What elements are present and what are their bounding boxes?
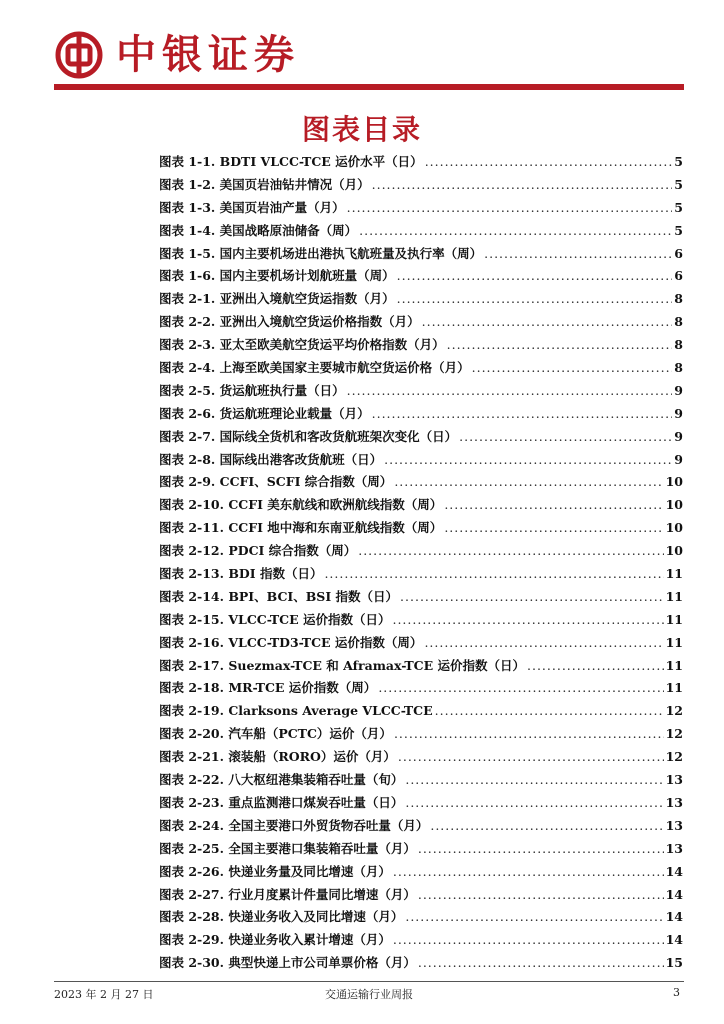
toc-item[interactable] (159, 656, 683, 679)
toc-item-page: 9 (674, 428, 683, 444)
toc-leader-dots (393, 864, 664, 879)
toc-item-page: 13 (665, 772, 683, 788)
toc-item-page: 11 (665, 566, 683, 582)
toc-item[interactable] (159, 381, 683, 404)
toc-leader-dots (359, 223, 672, 238)
toc-leader-dots (447, 337, 673, 352)
toc-leader-dots (358, 543, 663, 558)
brand-name: 中银证券 (116, 31, 300, 78)
toc-item[interactable] (159, 175, 683, 198)
toc-item-page: 6 (674, 245, 683, 261)
toc-item[interactable] (159, 152, 683, 175)
toc-item-page: 11 (665, 588, 683, 604)
toc-leader-dots (394, 474, 663, 489)
toc-leader-dots (393, 932, 664, 947)
toc-item[interactable] (159, 930, 683, 953)
toc-item-label: 图表 2-15. VLCC-TCE 运价指数（日） (159, 611, 391, 627)
toc-item[interactable] (159, 747, 683, 770)
toc-item-page: 11 (665, 634, 683, 650)
toc-item[interactable] (159, 633, 683, 656)
toc-leader-dots (424, 635, 663, 650)
toc-item-label: 图表 2-4. 上海至欧美国家主要城市航空货运价格（月） (159, 360, 470, 376)
toc-item-page: 14 (665, 932, 683, 948)
toc-item[interactable] (159, 953, 683, 976)
toc-leader-dots (405, 795, 663, 810)
toc-item-label: 图表 2-12. PDCI 综合指数（周） (159, 543, 357, 559)
toc-leader-dots (418, 955, 664, 970)
bank-of-china-logo-icon (54, 30, 104, 80)
report-date: 2023 年 2 月 27 日 (54, 988, 154, 1001)
toc-item[interactable] (159, 564, 683, 587)
toc-item-page: 10 (665, 520, 683, 536)
toc-item-label: 图表 2-5. 货运航班执行量（日） (159, 382, 345, 398)
toc-item-label: 图表 2-26. 快递业务量及同比增速（月） (159, 863, 391, 879)
toc-leader-dots (400, 589, 664, 604)
toc-item-label: 图表 1-3. 美国页岩油产量（月） (159, 199, 345, 215)
toc-item-page: 8 (674, 291, 683, 307)
toc-item[interactable] (159, 770, 683, 793)
toc-item-page: 9 (674, 451, 683, 467)
toc-item-label: 图表 2-6. 货运航班理论业载量（月） (159, 405, 370, 421)
toc-item[interactable] (159, 404, 683, 427)
toc-item-page: 14 (665, 909, 683, 925)
toc-leader-dots (405, 909, 663, 924)
toc-item[interactable] (159, 610, 683, 633)
toc-leader-dots (378, 680, 663, 695)
toc-item[interactable] (159, 427, 683, 450)
toc-item-page: 11 (665, 680, 683, 696)
toc-item-label: 图表 2-20. 汽车船（PCTC）运价（月） (159, 726, 392, 742)
toc-item-label: 图表 2-11. CCFI 地中海和东南亚航线指数（周） (159, 520, 443, 536)
toc-item-label: 图表 2-28. 快递业务收入及同比增速（月） (159, 909, 404, 925)
toc-item-label: 图表 2-23. 重点监测港口煤炭吞吐量（日） (159, 794, 404, 810)
toc-item-label: 图表 1-1. BDTI VLCC-TCE 运价水平（日） (159, 154, 423, 169)
toc-item-page: 14 (665, 886, 683, 902)
toc-item[interactable] (159, 335, 683, 358)
page-number: 3 (673, 986, 680, 999)
toc-item-label: 图表 2-8. 国际线出港客改货航班（日） (159, 451, 383, 467)
toc-leader-dots (372, 177, 673, 192)
toc-leader-dots (425, 154, 673, 169)
toc-leader-dots (435, 703, 664, 718)
toc-item[interactable] (159, 587, 683, 610)
toc-leader-dots (394, 726, 664, 741)
toc-item-label: 图表 2-10. CCFI 美东航线和欧洲航线指数（周） (159, 497, 443, 513)
toc-item-label: 图表 1-5. 国内主要机场进出港执飞航班量及执行率（周） (159, 245, 483, 261)
toc-item[interactable] (159, 862, 683, 885)
toc-item-label: 图表 2-25. 全国主要港口集装箱吞吐量（月） (159, 840, 416, 856)
toc-item-page: 5 (674, 199, 683, 215)
toc-leader-dots (398, 749, 664, 764)
toc-item[interactable] (159, 724, 683, 747)
table-of-figures (159, 152, 683, 976)
toc-item-label: 图表 1-2. 美国页岩油钻井情况（月） (159, 176, 370, 192)
toc-item-label: 图表 2-7. 国际线全货机和客改货航班架次变化（日） (159, 428, 458, 444)
toc-item[interactable] (159, 701, 683, 724)
toc-item-label: 图表 2-1. 亚洲出入境航空货运指数（月） (159, 291, 395, 307)
toc-item[interactable] (159, 198, 683, 221)
toc-item[interactable] (159, 541, 683, 564)
toc-item-page: 8 (674, 360, 683, 376)
toc-item-label: 图表 2-17. Suezmax-TCE 和 Aframax-TCE 运价指数（日） (159, 657, 526, 673)
toc-item[interactable] (159, 450, 683, 473)
toc-leader-dots (347, 383, 673, 398)
toc-leader-dots (418, 887, 664, 902)
toc-leader-dots (484, 246, 672, 261)
toc-item-page: 13 (665, 840, 683, 856)
toc-item-label: 图表 2-16. VLCC-TD3-TCE 运价指数（周） (159, 634, 423, 650)
toc-item-page: 15 (665, 955, 683, 971)
toc-item[interactable] (159, 793, 683, 816)
toc-item-page: 13 (665, 817, 683, 833)
toc-item[interactable] (159, 244, 683, 267)
toc-leader-dots (392, 612, 663, 627)
toc-item-page: 10 (665, 497, 683, 513)
toc-item-page: 8 (674, 337, 683, 353)
toc-item[interactable] (159, 358, 683, 381)
toc-item[interactable] (159, 289, 683, 312)
toc-leader-dots (418, 841, 664, 856)
toc-item-label: 图表 1-6. 国内主要机场计划航班量（周） (159, 268, 395, 284)
toc-item-label: 图表 2-18. MR-TCE 运价指数（周） (159, 680, 377, 696)
toc-item[interactable] (159, 816, 683, 839)
toc-item-page: 5 (674, 154, 683, 169)
toc-item[interactable] (159, 885, 683, 908)
toc-leader-dots (422, 314, 673, 329)
toc-item-page: 10 (665, 474, 683, 490)
toc-item[interactable] (159, 495, 683, 518)
toc-item-label: 图表 2-22. 八大枢纽港集装箱吞吐量（旬） (159, 772, 404, 788)
toc-item-label: 图表 1-4. 美国战略原油储备（周） (159, 222, 358, 238)
toc-leader-dots (459, 429, 672, 444)
toc-leader-dots (324, 566, 663, 581)
toc-item-label: 图表 2-27. 行业月度累计件量同比增速（月） (159, 886, 416, 902)
toc-item[interactable] (159, 221, 683, 244)
toc-item-page: 10 (665, 543, 683, 559)
toc-item[interactable] (159, 472, 683, 495)
toc-item-page: 5 (674, 222, 683, 238)
toc-item[interactable] (159, 839, 683, 862)
toc-leader-dots (405, 772, 663, 787)
toc-item[interactable] (159, 266, 683, 289)
toc-leader-dots (384, 452, 672, 467)
footer-divider (54, 981, 684, 982)
toc-item-page: 9 (674, 405, 683, 421)
toc-item-label: 图表 2-24. 全国主要港口外贸货物吞吐量（月） (159, 817, 429, 833)
toc-item-page: 12 (665, 726, 683, 742)
toc-item-page: 12 (665, 749, 683, 765)
toc-item[interactable] (159, 907, 683, 930)
toc-item-label: 图表 2-14. BPI、BCI、BSI 指数（日） (159, 588, 399, 604)
toc-leader-dots (397, 268, 673, 283)
header-divider (54, 84, 684, 90)
toc-item-label: 图表 2-9. CCFI、SCFI 综合指数（周） (159, 474, 393, 490)
toc-item-label: 图表 2-13. BDI 指数（日） (159, 566, 323, 582)
toc-item-page: 11 (665, 657, 683, 673)
toc-leader-dots (444, 520, 663, 535)
toc-item-label: 图表 2-29. 快递业务收入累计增速（月） (159, 932, 391, 948)
toc-item[interactable] (159, 678, 683, 701)
toc-item-page: 11 (665, 611, 683, 627)
toc-leader-dots (444, 497, 663, 512)
toc-item-label: 图表 2-2. 亚洲出入境航空货运价格指数（月） (159, 314, 420, 330)
toc-leader-dots (397, 291, 673, 306)
toc-item-label: 图表 2-30. 典型快递上市公司单票价格（月） (159, 955, 416, 971)
toc-item-label: 图表 2-3. 亚太至欧美航空货运平均价格指数（月） (159, 337, 445, 353)
toc-leader-dots (347, 200, 673, 215)
toc-leader-dots (430, 818, 663, 833)
toc-item-page: 8 (674, 314, 683, 330)
page-title: 图表目录 (301, 113, 422, 146)
toc-item-page: 13 (665, 794, 683, 810)
toc-item-label: 图表 2-21. 滚装船（RORO）运价（月） (159, 749, 396, 765)
toc-item-page: 5 (674, 176, 683, 192)
toc-leader-dots (472, 360, 673, 375)
toc-item-page: 12 (665, 703, 683, 719)
toc-leader-dots (372, 406, 673, 421)
toc-item[interactable] (159, 312, 683, 335)
report-name: 交通运输行业周报 (325, 988, 413, 1001)
toc-item-page: 9 (674, 382, 683, 398)
toc-item-page: 14 (665, 863, 683, 879)
page-header (54, 24, 684, 86)
toc-item-label: 图表 2-19. Clarksons Average VLCC-TCE (159, 703, 433, 719)
toc-item-page: 6 (674, 268, 683, 284)
toc-leader-dots (527, 658, 664, 673)
toc-item[interactable] (159, 518, 683, 541)
